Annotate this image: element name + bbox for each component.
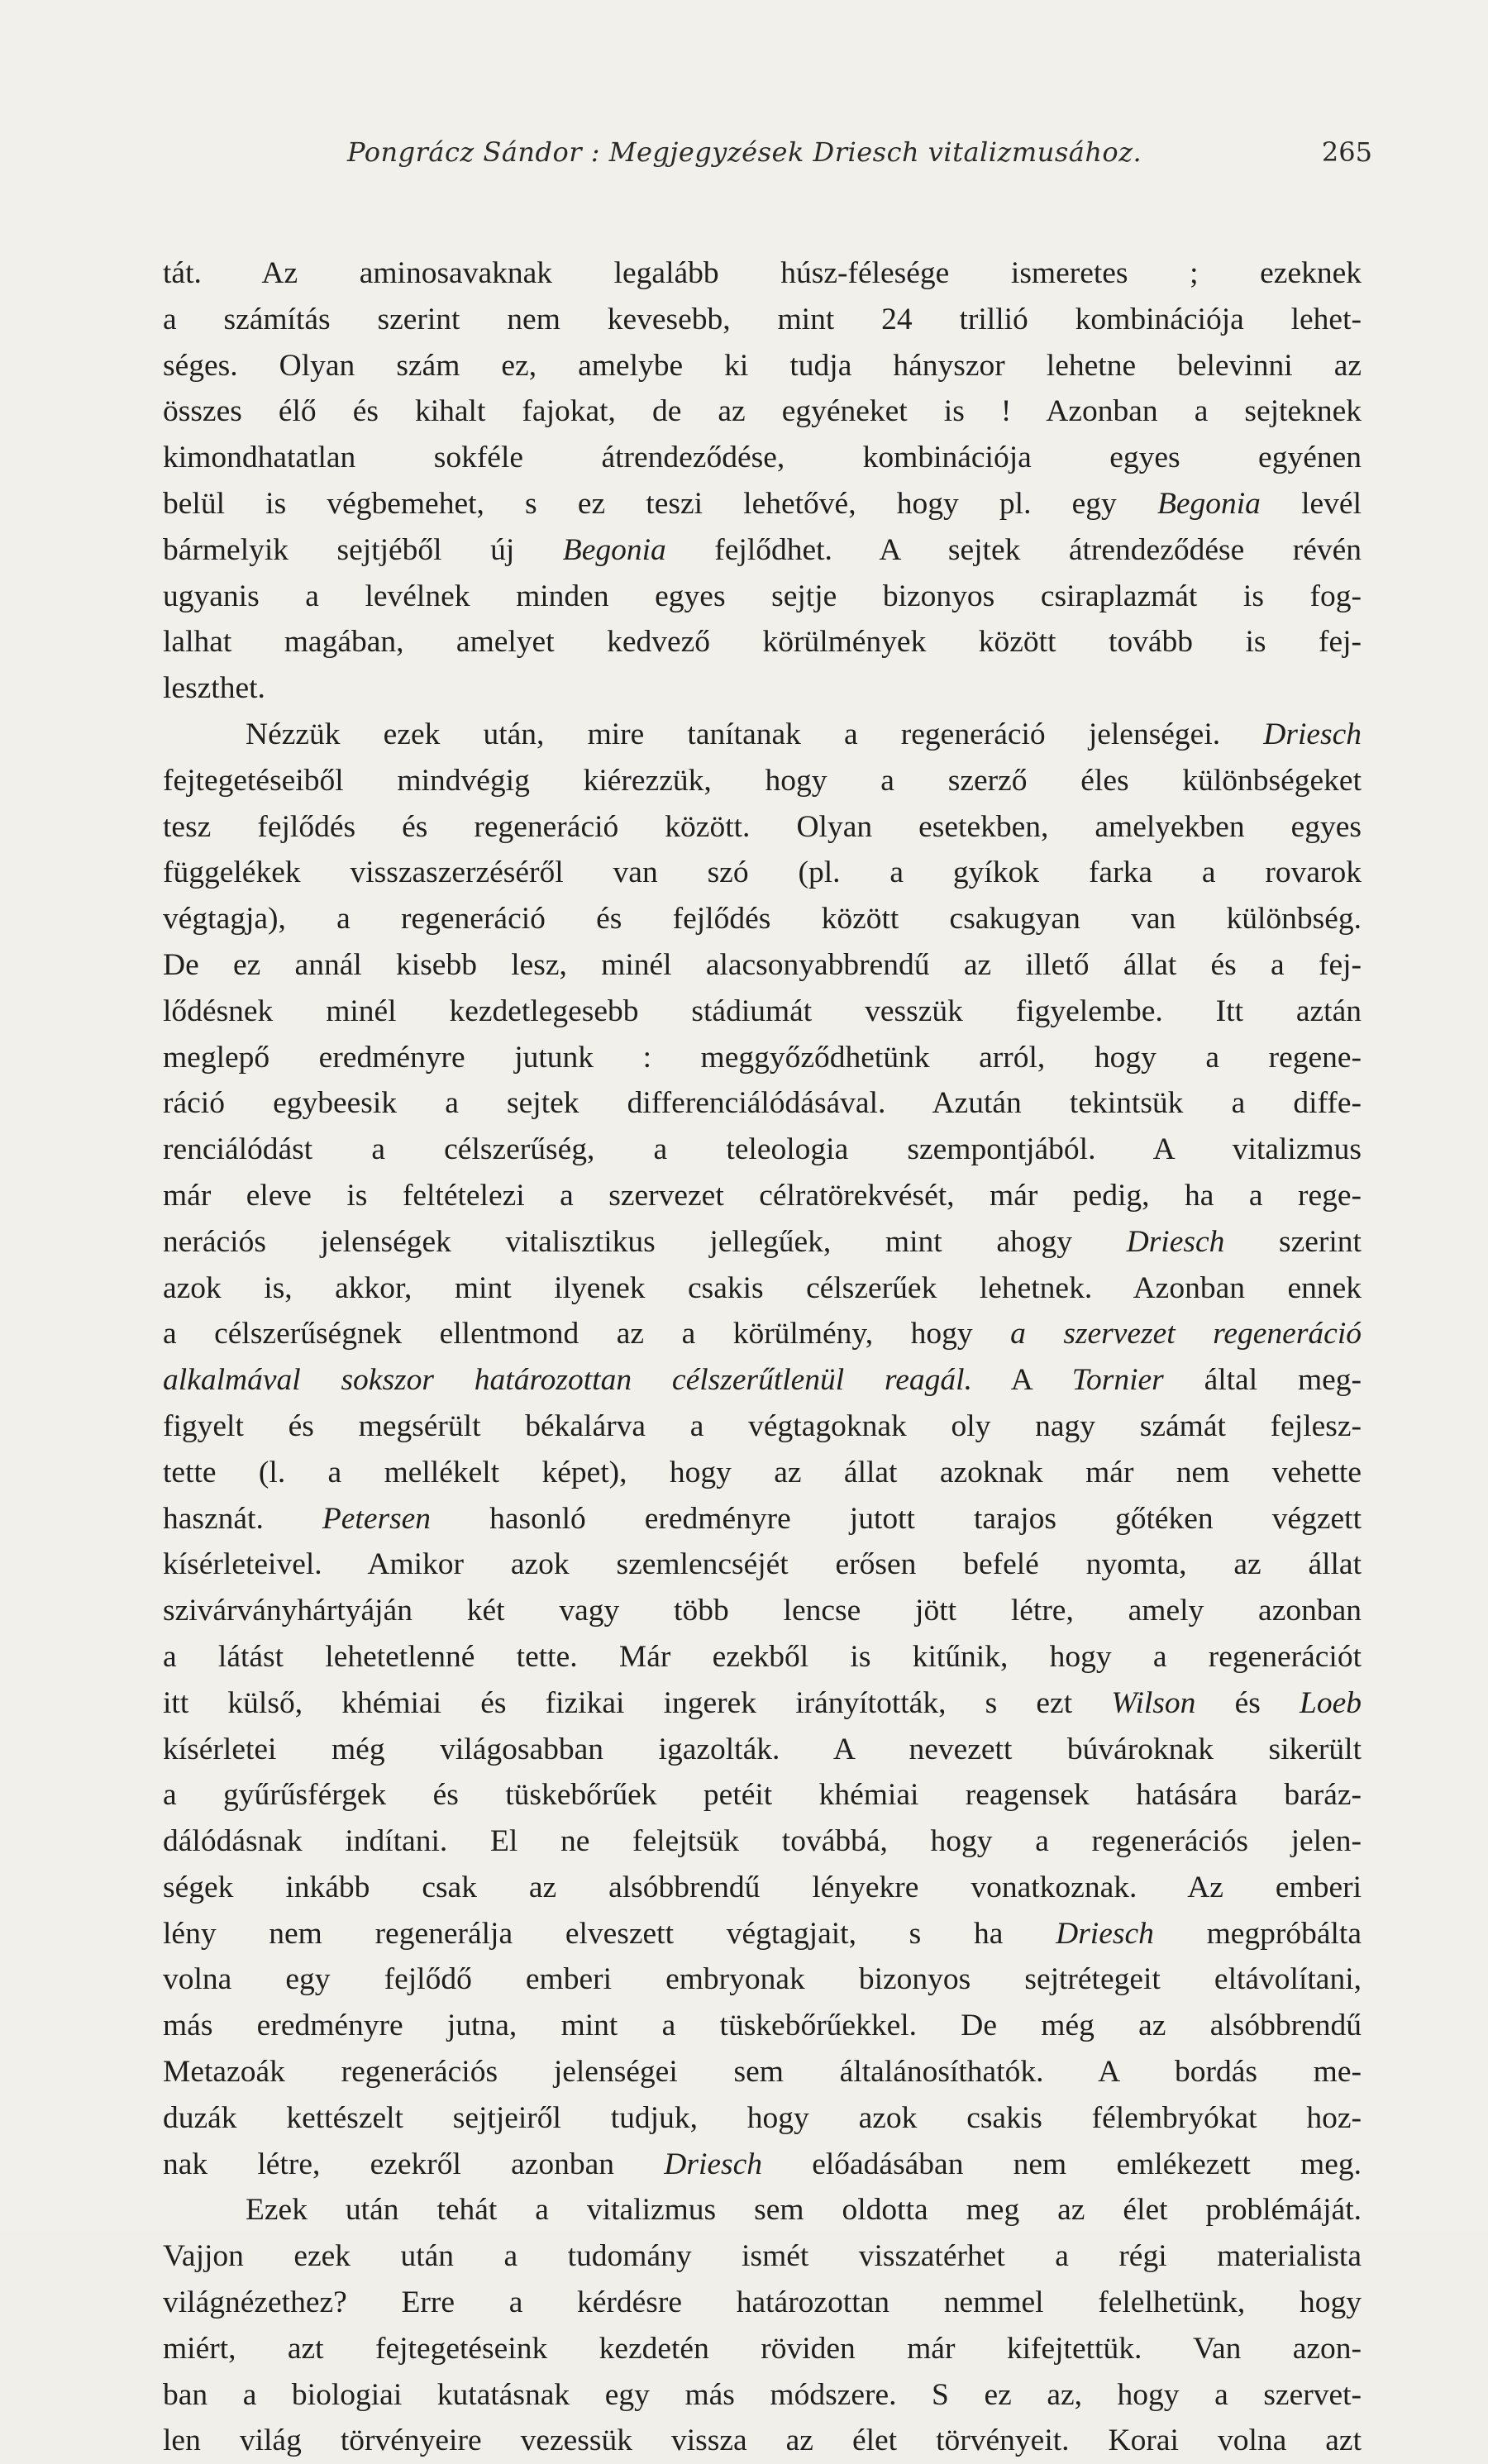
- body-text: [163, 250, 1362, 2464]
- text-line: [163, 1588, 1362, 1634]
- text-segment: meglepő eredményre jutunk : meggyőződhetünk arról, hogy a regene-: [163, 1040, 1362, 1075]
- text-segment: figyelt és megsérült békalárva a végtagoknak oly nagy számát fejlesz-: [163, 1408, 1362, 1443]
- text-line: [163, 2049, 1362, 2095]
- text-line: [163, 574, 1362, 620]
- text-segment: Ezek után tehát a vitalizmus sem oldotta meg az élet problémáját.: [246, 2193, 1362, 2228]
- text-segment: előadásában nem emlékezett meg.: [762, 2147, 1362, 2181]
- text-line: [163, 297, 1362, 343]
- text-line: [163, 250, 1362, 297]
- text-segment: végtagja), a regeneráció és fejlődés között csakugyan van különbség.: [163, 902, 1362, 937]
- text-line: [163, 2418, 1362, 2464]
- italic-text: alkalmával sokszor határozottan célszerűtlenül reagál.: [163, 1363, 972, 1398]
- text-line: [163, 1542, 1362, 1588]
- text-segment: már eleve is feltételezi a szervezet célratörekvését, már pedig, ha a rege-: [163, 1178, 1362, 1213]
- text-line: [163, 1265, 1362, 1312]
- text-segment: volna egy fejlődő emberi embryonak bizonyos sejtrétegeit eltávolítani,: [163, 1962, 1362, 1997]
- text-line: [163, 1634, 1362, 1680]
- text-segment: tát. Az aminosavaknak legalább húsz-félesége ismeretes ; ezeknek: [163, 256, 1362, 290]
- text-line: [163, 1956, 1362, 2003]
- text-line: [163, 1127, 1362, 1173]
- text-line: [163, 989, 1362, 1035]
- text-segment: lalhat magában, amelyet kedvező körülmények között tovább is fej-: [163, 625, 1362, 660]
- text-segment: által meg-: [1163, 1363, 1362, 1398]
- italic-text: Tornier: [1071, 1363, 1164, 1398]
- text-line: [163, 1450, 1362, 1496]
- text-segment: a célszerűségnek ellentmond az a körülmény, hogy: [163, 1317, 1011, 1351]
- text-segment: hasznát.: [163, 1501, 322, 1536]
- text-segment: kimondhatatlan sokféle átrendeződése, kombinációja egyes egyénen: [163, 441, 1362, 475]
- text-line: [163, 1311, 1362, 1357]
- text-line: [163, 2003, 1362, 2049]
- text-segment: a számítás szerint nem kevesebb, mint 24 trillió kombinációja lehet-: [163, 302, 1362, 336]
- italic-text: a szervezet regeneráció: [1010, 1317, 1362, 1351]
- text-line: [163, 1173, 1362, 1219]
- page-header: [347, 136, 1372, 178]
- italic-text: Driesch: [1126, 1224, 1225, 1259]
- text-segment: len világ törvényeire vezessük vissza az élet törvényeit. Korai volna azt: [163, 2423, 1362, 2458]
- text-line: [163, 1404, 1362, 1450]
- text-line: [163, 2372, 1362, 2419]
- text-segment: bármelyik sejtjéből új: [163, 532, 563, 567]
- text-line: [163, 435, 1362, 481]
- text-segment: Metazoák regenerációs jelenségei sem általánosíthatók. A bordás me-: [163, 2055, 1362, 2090]
- text-segment: tesz fejlődés és regeneráció között. Olyan esetekben, amelyekben egyes: [163, 809, 1362, 844]
- text-segment: ban a biologiai kutatásnak egy más módszere. S ez az, hogy a szervet-: [163, 2377, 1362, 2412]
- text-segment: leszthet.: [163, 671, 265, 706]
- italic-text: Driesch: [664, 2147, 762, 2181]
- text-line: [163, 1680, 1362, 1727]
- text-segment: megpróbálta: [1153, 1916, 1362, 1951]
- text-segment: hasonló eredményre jutott tarajos gőtéken végzett: [431, 1501, 1362, 1536]
- text-segment: itt külső, khémiai és fizikai ingerek irányították, s ezt: [163, 1685, 1112, 1720]
- text-segment: Vajjon ezek után a tudomány ismét visszatérhet a régi materialista: [163, 2239, 1362, 2274]
- text-segment: és: [1195, 1685, 1300, 1720]
- running-title: Pongrácz Sándor : Megjegyzések Driesch vitalizmusához.: [347, 136, 1142, 168]
- text-line: [163, 1865, 1362, 1911]
- text-segment: levél: [1260, 486, 1362, 521]
- text-line: [163, 665, 1362, 712]
- text-line: [163, 2326, 1362, 2372]
- italic-text: Petersen: [322, 1501, 432, 1536]
- text-line: [163, 2233, 1362, 2280]
- text-line: [163, 2095, 1362, 2142]
- italic-text: Loeb: [1300, 1685, 1362, 1720]
- italic-text: Driesch: [1056, 1916, 1154, 1951]
- text-line: [163, 388, 1362, 435]
- text-line: [163, 1219, 1362, 1265]
- italic-text: Begonia: [562, 532, 666, 567]
- text-line: [163, 1357, 1362, 1404]
- text-line: [163, 850, 1362, 896]
- text-segment: a gyűrűsférgek és tüskebőrűek petéit khémiai reagensek hatására baráz-: [163, 1778, 1362, 1813]
- text-line: [163, 527, 1362, 574]
- text-segment: ugyanis a levélnek minden egyes sejtje bizonyos csiraplazmát is fog-: [163, 579, 1362, 613]
- text-segment: kísérletei még világosabban igazolták. A nevezett búvároknak sikerült: [163, 1732, 1362, 1766]
- text-line: [163, 712, 1362, 758]
- text-segment: duzák kettészelt sejtjeiről tudjuk, hogy azok csakis félembryókat hoz-: [163, 2100, 1362, 2135]
- text-segment: azok is, akkor, mint ilyenek csakis célszerűek lehetnek. Azonban ennek: [163, 1270, 1362, 1305]
- text-line: [163, 1727, 1362, 1773]
- text-segment: belül is végbemehet, s ez teszi lehetővé, hogy pl. egy: [163, 486, 1157, 521]
- text-line: [163, 896, 1362, 942]
- text-line: [163, 481, 1362, 527]
- text-line: [163, 619, 1362, 665]
- text-line: [163, 1496, 1362, 1542]
- text-segment: renciálódást a célszerűség, a teleologia szempontjából. A vitalizmus: [163, 1132, 1362, 1167]
- text-line: [163, 758, 1362, 804]
- italic-text: Begonia: [1157, 486, 1261, 521]
- text-segment: kísérleteivel. Amikor azok szemlencséjét erősen befelé nyomta, az állat: [163, 1547, 1362, 1582]
- text-line: [163, 2187, 1362, 2233]
- text-segment: lény nem regenerálja elveszett végtagjait, s ha: [163, 1916, 1056, 1951]
- text-segment: ségek inkább csak az alsóbbrendű lényekre vonatkoznak. Az emberi: [163, 1870, 1362, 1904]
- text-segment: fejtegetéseiből mindvégig kiérezzük, hogy a szerző éles különbségeket: [163, 763, 1362, 798]
- text-segment: A: [971, 1363, 1072, 1398]
- text-segment: függelékek visszaszerzéséről van szó (pl. a gyíkok farka a rovarok: [163, 855, 1362, 890]
- italic-text: Driesch: [1263, 717, 1362, 751]
- text-segment: ráció egybeesik a sejtek differenciálódásával. Azután tekintsük a diffe-: [163, 1086, 1362, 1121]
- text-segment: a látást lehetetlenné tette. Már ezekből is kitűnik, hogy a regenerációt: [163, 1639, 1362, 1674]
- text-segment: fejlődhet. A sejtek átrendeződése révén: [665, 532, 1362, 567]
- text-line: [163, 1080, 1362, 1127]
- text-segment: nerációs jelenségek vitalisztikus jellegűek, mint ahogy: [163, 1224, 1127, 1259]
- page-number: 265: [1321, 136, 1372, 168]
- text-line: [163, 343, 1362, 389]
- text-segment: más eredményre jutna, mint a tüskebőrűekkel. De még az alsóbbrendű: [163, 2009, 1362, 2043]
- text-segment: tette (l. a mellékelt képet), hogy az állat azoknak már nem vehette: [163, 1455, 1362, 1489]
- text-segment: világnézethez? Erre a kérdésre határozottan nemmel felelhetünk, hogy: [163, 2285, 1362, 2320]
- text-segment: szivárványhártyáján két vagy több lencse jött létre, amely azonban: [163, 1594, 1362, 1628]
- text-line: [163, 1911, 1362, 1957]
- text-segment: szerint: [1224, 1224, 1362, 1259]
- text-line: [163, 1772, 1362, 1818]
- text-segment: összes élő és kihalt fajokat, de az egyéneket is ! Azonban a sejteknek: [163, 394, 1362, 429]
- text-line: [163, 942, 1362, 989]
- text-line: [163, 2142, 1362, 2188]
- text-segment: lődésnek minél kezdetlegesebb stádiumát vesszük figyelembe. Itt aztán: [163, 994, 1362, 1028]
- text-line: [163, 1818, 1362, 1865]
- text-segment: Nézzük ezek után, mire tanítanak a regeneráció jelenségei.: [246, 717, 1264, 751]
- text-line: [163, 1035, 1362, 1081]
- text-segment: De ez annál kisebb lesz, minél alacsonyabbrendű az illető állat és a fej-: [163, 947, 1362, 982]
- italic-text: Wilson: [1111, 1685, 1196, 1720]
- text-line: [163, 804, 1362, 851]
- text-segment: miért, azt fejtegetéseink kezdetén röviden már kifejtettük. Van azon-: [163, 2331, 1362, 2366]
- text-line: [163, 2280, 1362, 2326]
- text-segment: séges. Olyan szám ez, amelybe ki tudja hányszor lehetne belevinni az: [163, 348, 1362, 383]
- text-segment: nak létre, ezekről azonban: [163, 2147, 665, 2181]
- text-segment: dálódásnak indítani. El ne felejtsük továbbá, hogy a regenerációs jelen-: [163, 1824, 1362, 1859]
